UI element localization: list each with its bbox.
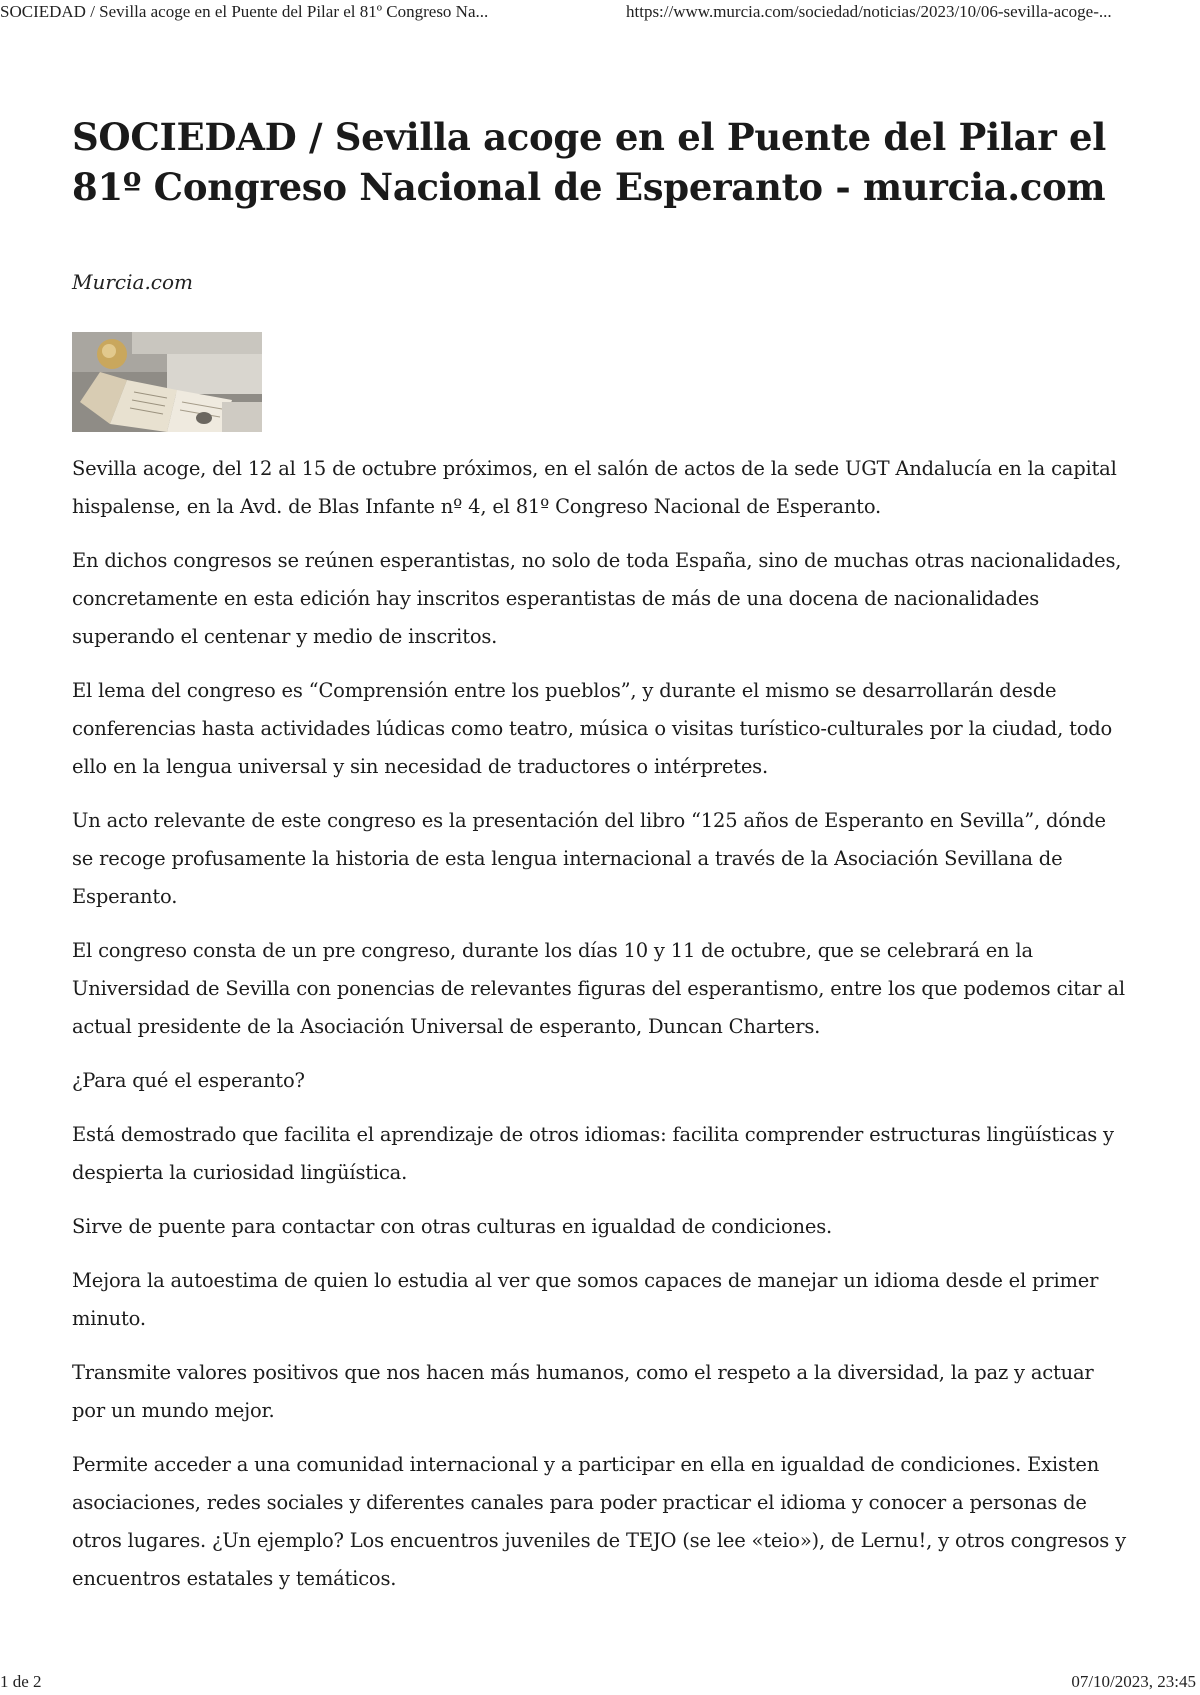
article-paragraph: Mejora la autoestima de quien lo estudia al ver que somos capaces de manejar un idioma desde el primer minuto. — [72, 1269, 1099, 1330]
article-subheading: ¿Para qué el esperanto? — [72, 1069, 305, 1092]
print-datetime: 07/10/2023, 23:45 — [1071, 1672, 1196, 1691]
article-paragraph: Está demostrado que facilita el aprendizaje de otros idiomas: facilita comprender estructuras lingüísticas y despierta la curiosidad lingüística. — [72, 1123, 1114, 1184]
print-header-url: https://www.murcia.com/sociedad/noticias/2023/10/06-sevilla-acoge-... — [626, 2, 1112, 21]
print-footer — [0, 1670, 1200, 1695]
article-byline: Murcia.com — [72, 270, 194, 294]
article-title: SOCIEDAD / Sevilla acoge en el Puente del Pilar el 81º Congreso Nacional de Esperanto - murcia.com — [72, 115, 1107, 209]
article — [72, 112, 1132, 1614]
page-number: 1 de 2 — [0, 1672, 42, 1691]
article-paragraph: Sevilla acoge, del 12 al 15 de octubre próximos, en el salón de actos de la sede UGT Andalucía en la capital hispalense, en la Avd. de Blas Infante nº 4, el 81º Congreso Nacional de Esperanto. — [72, 457, 1117, 518]
article-paragraph: El lema del congreso es “Comprensión entre los pueblos”, y durante el mismo se desarrollarán desde conferencias hasta actividades lúdicas como teatro, música o visitas turístico-culturales por la ciudad, todo ello en la lengua universal y sin necesidad de traductores o intérpretes. — [72, 679, 1113, 778]
article-paragraph: Un acto relevante de este congreso es la presentación del libro “125 años de Esperanto en Sevilla”, dónde se recoge profusamente la historia de esta lengua internacional a través de la Asociación Sevillana de Esperanto. — [72, 809, 1106, 908]
open-book-photo-icon — [72, 332, 262, 432]
article-body — [72, 450, 1132, 1598]
article-paragraph: El congreso consta de un pre congreso, durante los días 10 y 11 de octubre, que se celebrará en la Universidad de Sevilla con ponencias de relevantes figuras del esperantismo, entre los que podemos citar al actual presidente de la Asociación Universal de esperanto, Duncan Charters. — [72, 939, 1125, 1038]
article-paragraph: Permite acceder a una comunidad internacional y a participar en ella en igualdad de condiciones. Existen asociaciones, redes sociales y diferentes canales para poder practicar el idioma y conocer a personas de otros lugares. ¿Un ejemplo? Los encuentros juveniles de TEJO (se lee «teio»), de Lernu!, y otros congresos y encuentros estatales y temáticos. — [72, 1453, 1126, 1590]
article-image — [72, 332, 262, 432]
article-paragraph: Sirve de puente para contactar con otras culturas en igualdad de condiciones. — [72, 1215, 833, 1238]
article-paragraph: En dichos congresos se reúnen esperantistas, no solo de toda España, sino de muchas otras nacionalidades, concretamente en esta edición hay inscritos esperantistas de más de una docena de nacionalidades superando el centenar y medio de inscritos. — [72, 549, 1122, 648]
article-paragraph: Transmite valores positivos que nos hacen más humanos, como el respeto a la diversidad, la paz y actuar por un mundo mejor. — [72, 1361, 1094, 1422]
print-header-title: SOCIEDAD / Sevilla acoge en el Puente del Pilar el 81º Congreso Na... — [0, 2, 489, 21]
print-header — [0, 0, 1200, 30]
